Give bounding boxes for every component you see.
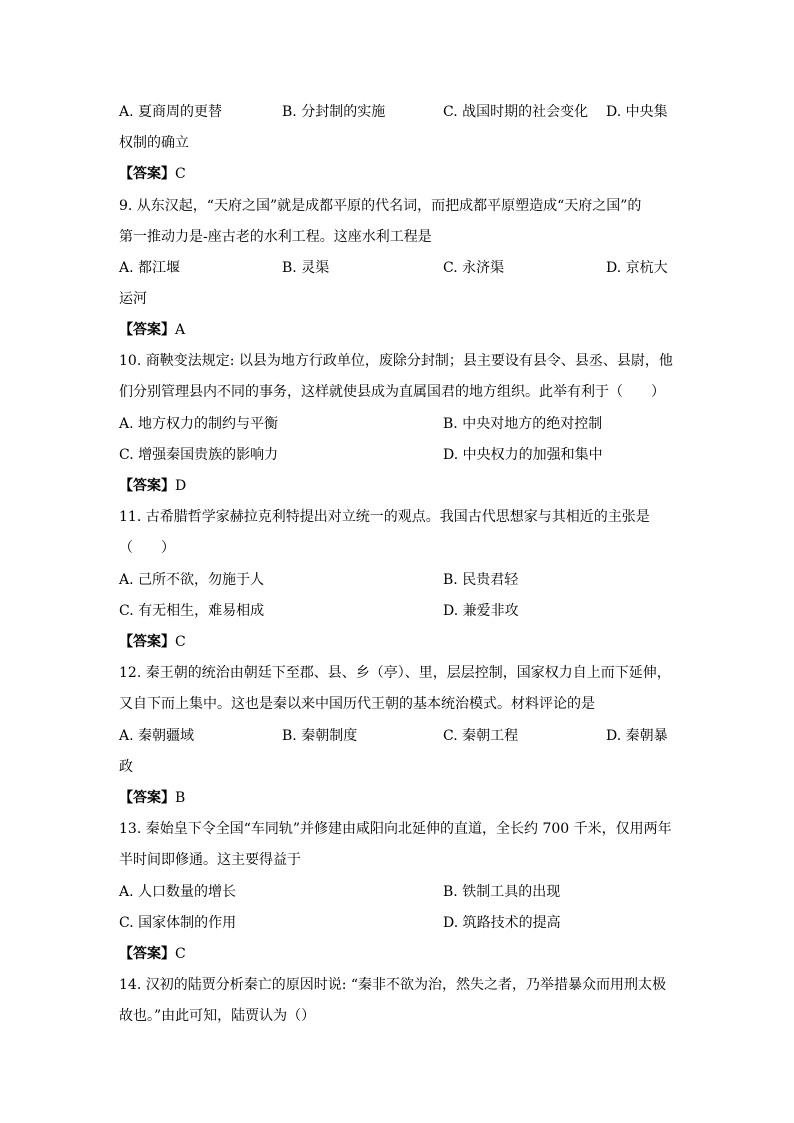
q11-option-b: B. 民贵君轻: [443, 572, 519, 588]
q8-option-c: C. 战国时期的社会变化: [443, 104, 589, 120]
q11-answer-label: 【答案】: [119, 634, 175, 650]
q8-option-a: A. 夏商周的更替: [119, 104, 223, 120]
q9-stem-line2: 第一推动力是-座古老的水利工程。这座水利工程是: [119, 229, 432, 245]
q12-option-a: A. 秦朝疆域: [119, 728, 195, 744]
q12-option-b: B. 秦朝制度: [282, 728, 358, 744]
q10-answer-label: 【答案】: [119, 478, 175, 494]
q12-answer: [119, 787, 679, 809]
q11-options-row1: [119, 569, 679, 591]
q9-option-d-continued: 运河: [119, 291, 147, 307]
q8-option-d: D. 中央集: [606, 104, 668, 120]
q11-option-a: A. 己所不欲，勿施于人: [119, 572, 265, 588]
q8-options-row: [119, 101, 679, 123]
q13-answer: [119, 943, 679, 965]
q10-options-row1: [119, 413, 679, 435]
q13-option-c: C. 国家体制的作用: [119, 915, 237, 931]
q10-stem-line1: 10. 商鞅变法规定: 以县为地方行政单位，废除分封制；县主要设有县令、县丞、县尉，他: [119, 353, 673, 369]
q12-stem-line1: 12. 秦王朝的统治由朝廷下至郡、县、乡（亭）、里，层层控制，国家权力自上而下延伸，: [119, 665, 671, 681]
q13-options-row1: [119, 881, 679, 903]
q12-options-row: [119, 725, 679, 747]
q12-answer-value: B: [175, 790, 186, 806]
q9-option-d: D. 京杭大: [606, 260, 668, 276]
q14-stem-line1: 14. 汉初的陆贾分析秦亡的原因时说: “秦非不欲为治，然失之者，乃举措暴众而用刑太极: [119, 977, 667, 993]
q8-answer: [119, 163, 679, 185]
q12-option-d-continued: 政: [119, 759, 133, 775]
q9-answer-value: A: [175, 322, 186, 338]
q14-stem-line2: 故也。”由此可知，陆贾认为（）: [119, 1008, 316, 1024]
q10-option-d: D. 中央权力的加强和集中: [443, 447, 603, 463]
q12-stem-line2: 又自下而上集中。这也是秦以来中国历代王朝的基本统治模式。材料评论的是: [119, 696, 595, 712]
q8-answer-label: 【答案】: [119, 166, 175, 182]
q9-option-a: A. 都江堰: [119, 260, 181, 276]
q12-answer-label: 【答案】: [119, 790, 175, 806]
q8-answer-value: C: [175, 166, 186, 182]
q10-stem-line2: 们分别管理县内不同的事务，这样就使县成为直属国君的地方组织。此举有利于（ ）: [119, 384, 665, 400]
q13-stem-line1: 13. 秦始皇下令全国“车同轨”并修建由咸阳向北延伸的直道，全长约 700 千米，仅用两年: [119, 821, 672, 837]
q10-option-a: A. 地方权力的制约与平衡: [119, 416, 279, 432]
q11-answer-value: C: [175, 634, 186, 650]
q10-option-b: B. 中央对地方的绝对控制: [443, 416, 603, 432]
q13-option-a: A. 人口数量的增长: [119, 884, 237, 900]
q11-stem-line1: 11. 古希腊哲学家赫拉克利特提出对立统一的观点。我国古代思想家与其相近的主张是: [119, 509, 650, 525]
q13-option-d: D. 筑路技术的提高: [443, 915, 561, 931]
q13-stem-line2: 半时间即修通。这主要得益于: [119, 852, 301, 868]
q11-options-row2: [119, 600, 679, 622]
q9-option-b: B. 灵渠: [282, 260, 330, 276]
q11-option-c: C. 有无相生，难易相成: [119, 603, 265, 619]
q8-option-b: B. 分封制的实施: [282, 104, 386, 120]
q11-stem-line2: （ ）: [119, 540, 175, 556]
q8-option-d-continued: 权制的确立: [119, 135, 189, 151]
q13-options-row2: [119, 912, 679, 934]
q12-option-d: D. 秦朝暴: [606, 728, 668, 744]
q11-answer: [119, 631, 679, 653]
q9-answer: [119, 319, 679, 341]
q9-answer-label: 【答案】: [119, 322, 175, 338]
q13-option-b: B. 铁制工具的出现: [443, 884, 561, 900]
q10-answer-value: D: [175, 478, 187, 494]
q11-option-d: D. 兼爱非攻: [443, 603, 519, 619]
q12-option-c: C. 秦朝工程: [443, 728, 519, 744]
q9-stem-line1: 9. 从东汉起，“天府之国”就是成都平原的代名词，而把成都平原塑造成“天府之国”的: [119, 198, 642, 214]
q10-answer: [119, 475, 679, 497]
q13-answer-label: 【答案】: [119, 946, 175, 962]
q10-options-row2: [119, 444, 679, 466]
q10-option-c: C. 增强秦国贵族的影响力: [119, 447, 279, 463]
q9-option-c: C. 永济渠: [443, 260, 505, 276]
q9-options-row: [119, 257, 679, 279]
q13-answer-value: C: [175, 946, 186, 962]
